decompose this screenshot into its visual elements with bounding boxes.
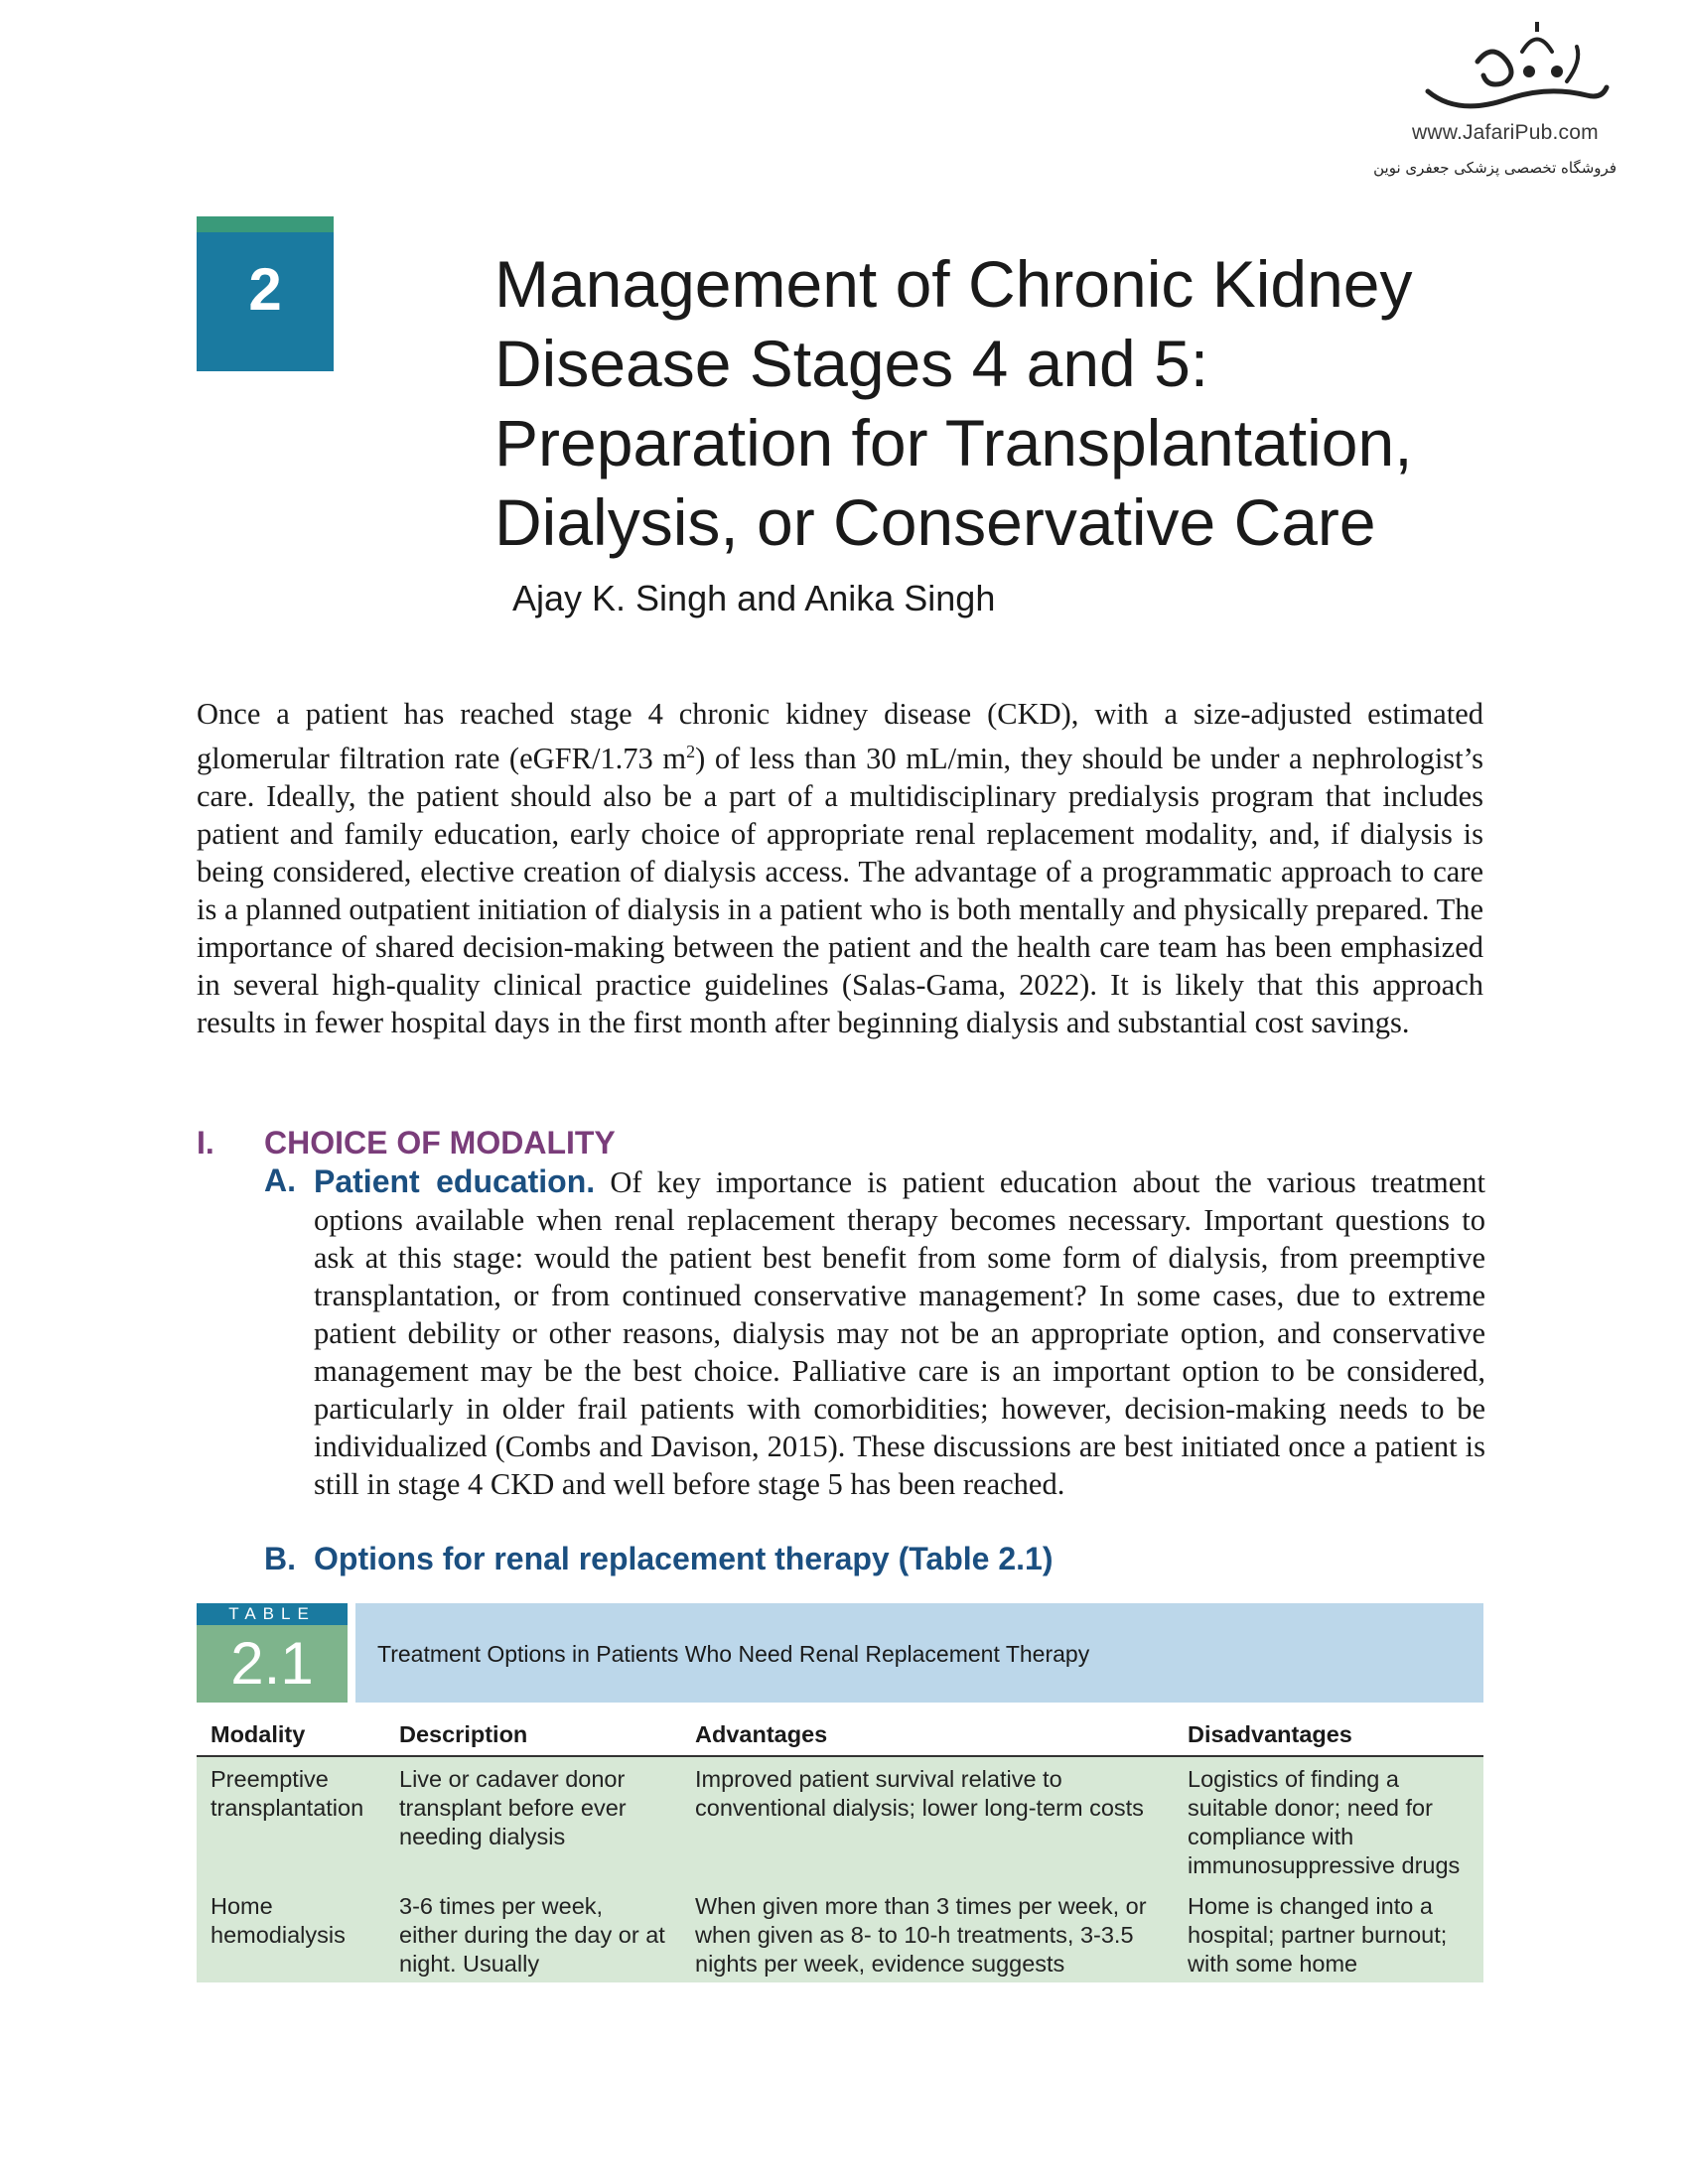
- subsection-a-letter: A.: [264, 1162, 296, 1198]
- table-cell: 3-6 times per week, either during the day or at night. Usually: [385, 1884, 681, 1982]
- table-number: 2.1: [230, 1630, 314, 1697]
- table-row: [197, 1884, 1483, 1982]
- subsection-a: [264, 1162, 1485, 1503]
- table-cell: Logistics of finding a suitable donor; need for compliance with immunosuppressive drugs: [1174, 1756, 1483, 1884]
- section-numeral: I.: [197, 1125, 214, 1160]
- chapter-number: 2: [248, 256, 282, 323]
- subsection-a-text: Of key importance is patient education about the various treatment options available when renal replacement therapy becomes necessary. Important questions to ask at this stage: would the patient best benefit from some form of dialysis, from preemptive transplantation, or from continued conservative management? In some cases, due to extreme patient debility or other reasons, dialysis may not be an appropriate option, and conservative management may be the best choice. Palliative care is an important option to be considered, particularly in older frail patients with comorbidities; however, decision-making needs to be individualized (Combs and Davison, 2015). These discussions are best initiated once a patient is still in stage 4 CKD and well before stage 5 has been reached.: [314, 1165, 1486, 1501]
- publisher-logo: [1373, 22, 1638, 191]
- chapter-number-badge: [197, 216, 334, 371]
- column-header: Description: [385, 1712, 681, 1756]
- subsection-b: [264, 1541, 1485, 1577]
- badge-stripe: [197, 216, 334, 232]
- publisher-url: www.JafariPub.com: [1412, 121, 1599, 144]
- table-cell: Improved patient survival relative to conventional dialysis; lower long-term costs: [681, 1756, 1174, 1884]
- table-cell: Home hemodialysis: [197, 1884, 385, 1982]
- table-header-band: [197, 1603, 1483, 1703]
- intro-text-part2: ) of less than 30 mL/min, they should be under a nephrologist’s care. Ideally, the patient should also be a part of a multidisciplinary predialysis program that includes patient and family education, early choice of appropriate renal replacement modality, and, if dialysis is being considered, elective creation of dialysis access. The advantage of a programmatic approach to care is a planned outpatient initiation of dialysis in a patient who is both mentally and physically prepared. The importance of shared decision-making between the patient and the health care team has been emphasized in several high-quality clinical practice guidelines (Salas-Gama, 2022). It is likely that this approach results in fewer hospital days in the first month after beginning dialysis and substantial cost savings.: [197, 742, 1483, 1040]
- section-title: CHOICE OF MODALITY: [264, 1125, 616, 1160]
- calligraphy-logo-icon: [1418, 22, 1617, 121]
- publisher-store-name: فروشگاه تخصصی پزشکی جعفری نوین: [1373, 159, 1617, 177]
- intro-superscript: 2: [686, 742, 696, 761]
- intro-paragraph: [197, 695, 1483, 1041]
- column-header: Modality: [197, 1712, 385, 1756]
- table-cell: Preemptive transplantation: [197, 1756, 385, 1884]
- subsection-a-paragraph: [314, 1162, 1485, 1503]
- table-cell: When given more than 3 times per week, or when given as 8- to 10-h treatments, 3-3.5 nights per week, evidence suggests: [681, 1884, 1174, 1982]
- table-2-1: [197, 1603, 1483, 1982]
- subsection-b-letter: B.: [264, 1541, 296, 1576]
- column-header: Advantages: [681, 1712, 1174, 1756]
- chapter-title: Management of Chronic Kidney Disease Stages 4 and 5: Preparation for Transplantation, Dialysis, or Conservative Care: [494, 247, 1413, 559]
- table-caption-box: [355, 1603, 1483, 1703]
- table-caption: Treatment Options in Patients Who Need Renal Replacement Therapy: [377, 1641, 1090, 1667]
- table-cell: Home is changed into a hospital; partner burnout; with some home: [1174, 1884, 1483, 1982]
- intro-text-part1: Once a patient has reached stage 4 chronic kidney disease (CKD), with a size-adjusted estimated glomerular filtration rate (eGFR/1.73 m: [197, 697, 1483, 776]
- subsection-b-heading: Options for renal replacement therapy (Table 2.1): [314, 1541, 1054, 1576]
- section-heading: [197, 1125, 1487, 1161]
- table-cell: Live or cadaver donor transplant before ever needing dialysis: [385, 1756, 681, 1884]
- table-header-row: [197, 1712, 1483, 1756]
- table-tag: [197, 1603, 348, 1703]
- column-header: Disadvantages: [1174, 1712, 1483, 1756]
- subsection-a-heading: Patient education.: [314, 1163, 596, 1199]
- chapter-authors: Ajay K. Singh and Anika Singh: [512, 578, 996, 618]
- table-label: TABLE: [197, 1603, 348, 1625]
- table-row: [197, 1756, 1483, 1884]
- treatment-options-table: [197, 1712, 1483, 1982]
